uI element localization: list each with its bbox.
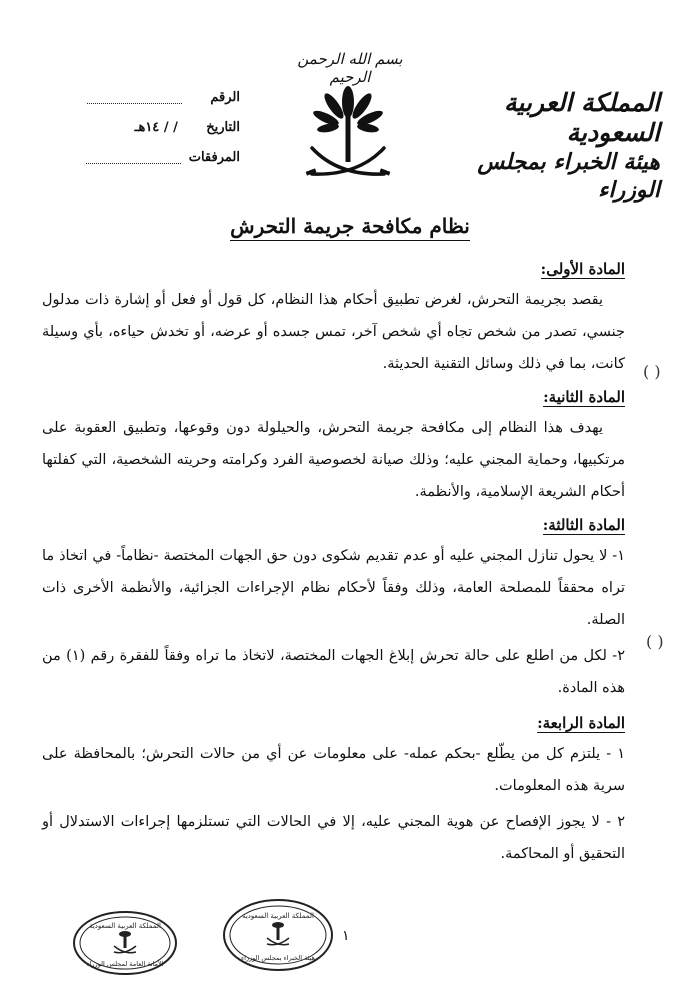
attachments-row <box>40 148 240 178</box>
date-row <box>40 118 240 148</box>
article-item: ٢ - لا يجوز الإفصاح عن هوية المجني عليه، إلا في الحالات التي تستلزمها إجراءات الاستدلال أو التحقيق أو المحاكمة. <box>42 814 625 862</box>
seal-left-bottom-text: الأمانة العامة لمجلس الوزراء <box>86 960 164 968</box>
article-heading <box>42 708 625 738</box>
seal-right-bottom-text: هيئة الخبراء بمجلس الوزراء <box>241 954 315 962</box>
article-3 <box>42 510 625 704</box>
attachments-dots <box>86 151 181 164</box>
seal-right-top-text: المملكة العربية السعودية <box>242 912 314 920</box>
reference-dots <box>87 91 182 104</box>
reference-block <box>40 88 240 178</box>
seal-left-top-text: المملكة العربية السعودية <box>89 922 161 930</box>
organization-header <box>420 88 660 204</box>
article-heading <box>42 382 625 412</box>
date-label: التاريخ <box>206 120 240 135</box>
article-1 <box>42 254 625 380</box>
secretariat-seal-stamp-icon <box>72 910 178 976</box>
article-item: ١- لا يحول تنازل المجني عليه أو عدم تقديم شكوى دون حق الجهات المختصة -نظاماً- في اتخاذ ما تراه محققاً للمصلحة العامة، وذلك وفقاً لأحكام نظام الإجراءات الجزائية، والأنظمة الأخرى ذات الصلة. <box>42 548 625 628</box>
article-paragraph: يهدف هذا النظام إلى مكافحة جريمة التحرش، والحيلولة دون وقوعها، وتطبيق العقوبة على مرتكبيها، وحماية المجني عليه؛ وذلك صيانة لخصوصية الفرد وكرامته وحريته الشخصية، التي كفلتها أحكام الشريعة الإسلامية، والأنظمة. <box>42 420 625 500</box>
punch-hole-mark-icon: ( ) <box>643 362 661 381</box>
document-title-text: نظام مكافحة جريمة التحرش <box>230 214 470 241</box>
palm-swords-emblem-icon <box>298 82 398 192</box>
org-country: المملكة العربية السعودية <box>504 88 660 147</box>
article-heading-text: المادة الأولى: <box>540 260 625 278</box>
article-item: ٢- لكل من اطلع على حالة تحرش إبلاغ الجهات المختصة، لاتخاذ ما تراه وفقاً للفقرة رقم (١) من هذه المادة. <box>42 648 625 696</box>
article-item: ١ - يلتزم كل من يطّلع -بحكم عمله- على معلومات عن أي من حالات التحرش؛ بالمحافظة على سرية هذه المعلومات. <box>42 746 625 794</box>
punch-hole-mark-icon: ( ) <box>646 632 664 651</box>
date-value: / / ١٤هـ <box>134 120 178 135</box>
article-heading-text: المادة الثانية: <box>543 388 625 406</box>
basmala: بسم الله الرحمن الرحيم <box>297 50 403 86</box>
reference-row <box>40 88 240 118</box>
article-4 <box>42 708 625 870</box>
reference-label: الرقم <box>210 90 240 105</box>
org-agency: هيئة الخبراء بمجلس الوزراء <box>477 149 660 203</box>
attachments-label: المرفقات <box>188 150 240 165</box>
experts-commission-seal-stamp-icon <box>222 898 334 972</box>
article-2 <box>42 382 625 508</box>
document-body <box>42 254 625 874</box>
article-paragraph: يقصد بجريمة التحرش، لغرض تطبيق أحكام هذا النظام، كل قول أو فعل أو إشارة ذات مدلول جنسي، تصدر من شخص تجاه أي شخص آخر، تمس جسده أو عرضه، أو تخدش حياءه، بأي وسيلة كانت، بما في ذلك وسائل التقنية الحديثة. <box>42 292 625 372</box>
article-heading <box>42 510 625 540</box>
article-heading-text: المادة الرابعة: <box>537 714 625 732</box>
article-heading-text: المادة الثالثة: <box>542 516 625 534</box>
article-heading <box>42 254 625 284</box>
document-title <box>0 214 700 238</box>
page-number: ١ <box>342 928 350 944</box>
